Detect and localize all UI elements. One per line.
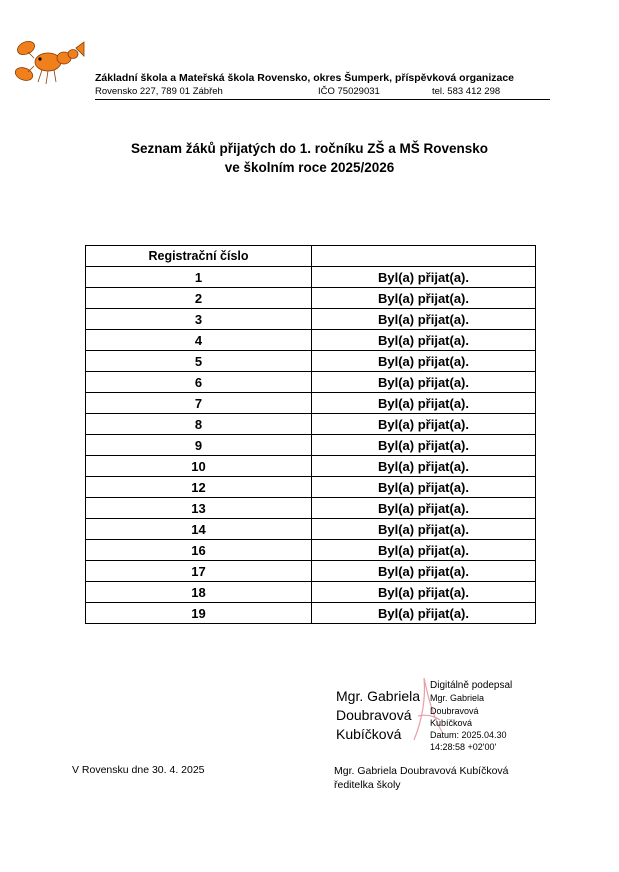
registration-number-cell: 14	[86, 519, 312, 540]
registration-number-cell: 8	[86, 414, 312, 435]
document-title: Seznam žáků přijatých do 1. ročníku ZŠ a MŠ Rovensko	[130, 141, 489, 156]
school-name: Základní škola a Mateřská škola Rovensko, okres Šumperk, příspěvková organizace	[95, 72, 515, 84]
signature-detail-line: Mgr. Gabriela	[430, 693, 485, 704]
admission-status-cell: Byl(a) přijat(a).	[312, 351, 536, 372]
registration-number-cell: 3	[86, 309, 312, 330]
crayfish-logo-icon	[12, 34, 86, 94]
table-row	[86, 456, 536, 477]
registration-number-cell: 9	[86, 435, 312, 456]
registration-number-cell: 18	[86, 582, 312, 603]
admission-status-cell: Byl(a) přijat(a).	[312, 372, 536, 393]
table-row	[86, 414, 536, 435]
registration-number-cell: 5	[86, 351, 312, 372]
signature-detail-line: Doubravová	[430, 705, 479, 716]
admission-status-cell: Byl(a) přijat(a).	[312, 498, 536, 519]
signature-name-line: Mgr. Gabriela	[336, 688, 421, 704]
header-divider	[95, 99, 550, 100]
place-and-date: V Rovensku dne 30. 4. 2025	[72, 764, 205, 776]
admission-status-cell: Byl(a) přijat(a).	[312, 582, 536, 603]
signer-role: ředitelka školy	[334, 779, 401, 791]
table-row	[86, 561, 536, 582]
admission-status-cell: Byl(a) přijat(a).	[312, 330, 536, 351]
signer-block	[334, 764, 509, 792]
admissions-table	[85, 245, 536, 624]
registration-number-cell: 19	[86, 603, 312, 624]
table-row	[86, 288, 536, 309]
admission-status-cell: Byl(a) přijat(a).	[312, 435, 536, 456]
registration-number-cell: 13	[86, 498, 312, 519]
table-row	[86, 603, 536, 624]
registration-number-cell: 17	[86, 561, 312, 582]
signer-name: Mgr. Gabriela Doubravová Kubíčková	[334, 765, 509, 777]
column-header-status	[312, 246, 536, 267]
signature-detail-line: Datum: 2025.04.30	[430, 730, 507, 741]
table-header-row	[86, 246, 536, 267]
table-row	[86, 540, 536, 561]
table-row	[86, 477, 536, 498]
registration-number-cell: 10	[86, 456, 312, 477]
signature-detail-line: 14:28:58 +02'00'	[430, 742, 497, 753]
admission-status-cell: Byl(a) přijat(a).	[312, 393, 536, 414]
registration-number-cell: 4	[86, 330, 312, 351]
table-row	[86, 582, 536, 603]
school-address: Rovensko 227, 789 01 Zábřeh	[95, 86, 223, 97]
signature-detail-line: Digitálně podepsal	[430, 680, 513, 691]
registration-number-cell: 6	[86, 372, 312, 393]
admission-status-cell: Byl(a) přijat(a).	[312, 309, 536, 330]
school-contact-line	[95, 86, 547, 100]
table-row	[86, 519, 536, 540]
table-row	[86, 435, 536, 456]
table-row	[86, 351, 536, 372]
registration-number-cell: 2	[86, 288, 312, 309]
school-ico: IČO 75029031	[318, 86, 380, 97]
table-row	[86, 267, 536, 288]
admission-status-cell: Byl(a) přijat(a).	[312, 603, 536, 624]
registration-number-cell: 12	[86, 477, 312, 498]
document-subtitle: ve školním roce 2025/2026	[224, 160, 395, 175]
registration-number-cell: 1	[86, 267, 312, 288]
signature-name-line: Kubíčková	[336, 726, 402, 742]
table-row	[86, 498, 536, 519]
table-row	[86, 372, 536, 393]
signature-detail-line: Kubíčková	[430, 717, 473, 728]
admission-status-cell: Byl(a) přijat(a).	[312, 414, 536, 435]
digital-signature-details	[430, 680, 512, 754]
table-row	[86, 393, 536, 414]
admission-status-cell: Byl(a) přijat(a).	[312, 540, 536, 561]
admission-status-cell: Byl(a) přijat(a).	[312, 288, 536, 309]
admission-status-cell: Byl(a) přijat(a).	[312, 267, 536, 288]
admission-status-cell: Byl(a) přijat(a).	[312, 456, 536, 477]
admission-status-cell: Byl(a) přijat(a).	[312, 519, 536, 540]
table-row	[86, 330, 536, 351]
column-header-registration: Registrační číslo	[86, 246, 312, 267]
signature-name-line: Doubravová	[336, 707, 412, 723]
table-row	[86, 309, 536, 330]
admission-status-cell: Byl(a) přijat(a).	[312, 561, 536, 582]
registration-number-cell: 16	[86, 540, 312, 561]
school-phone: tel. 583 412 298	[432, 86, 501, 97]
admission-status-cell: Byl(a) přijat(a).	[312, 477, 536, 498]
registration-number-cell: 7	[86, 393, 312, 414]
